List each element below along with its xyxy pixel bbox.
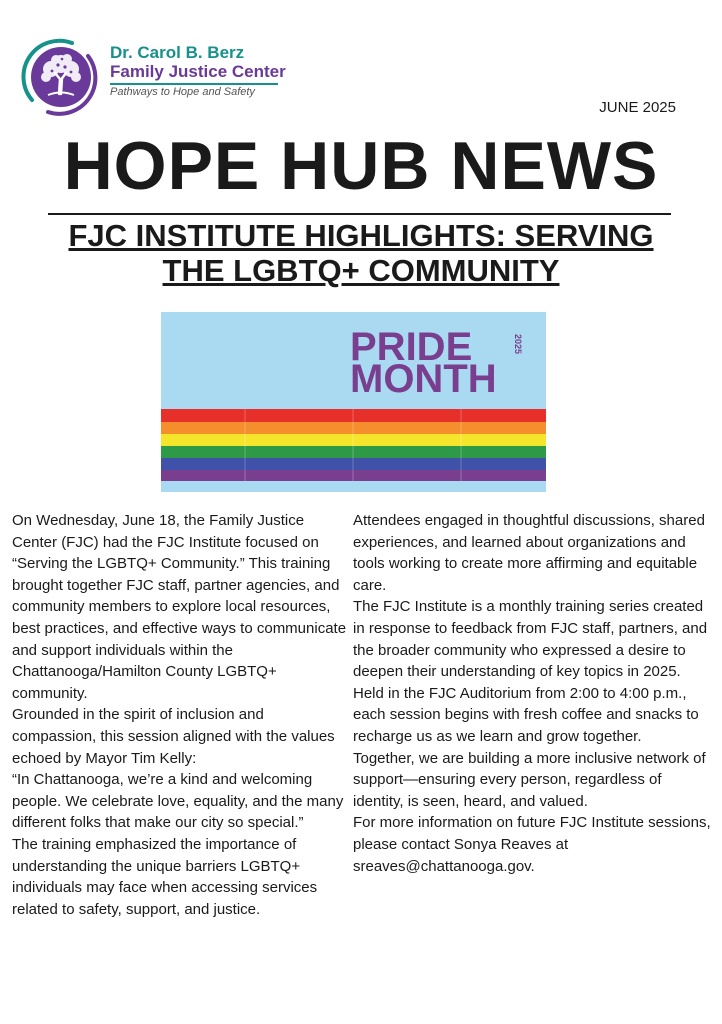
issue-date: JUNE 2025 [599,99,676,116]
banner-month-text: MONTH [350,357,497,401]
article-column-right [353,510,715,877]
paragraph: Together, we are building a more inclusive network of support—ensuring every person, regardless of identity, is seen, heard, and valued. [353,749,706,810]
banner-year-text: 2025 [513,334,523,355]
paragraph: On Wednesday, June 18, the Family Justice Center (FJC) had the FJC Institute focused on “Serving the LGBTQ+ Community.” This training brought together FJC staff, partner agencies, and community members to explore local resources, best practices, and effective ways to communicate and support individuals within the Chattanooga/Hamilton County LGBTQ+ community. [12,512,347,702]
org-name-line2: Family Justice Center [110,62,286,81]
headline-line1: FJC INSTITUTE HIGHLIGHTS: SERVING [68,218,654,253]
newsletter-title: HOPE HUB NEWS [63,128,659,204]
article-column-left [12,510,352,920]
paragraph: The FJC Institute is a monthly training series created in response to feedback from FJC staff, partners, and the broader community who expressed a desire to deepen their understanding of key topics in 2025. Held in the FJC Auditorium from 2:00 to 4:00 p.m., each session begins with fresh coffee and snacks to recharge us as we learn and grow together. [353,598,708,745]
fjc-logo-icon [18,34,104,120]
mayor-quote: “In Chattanooga, we’re a kind and welcoming people. We celebrate love, equality, and the many different folks that make our city so special.” [12,771,344,832]
org-name-line1: Dr. Carol B. Berz [110,43,245,62]
contact-paragraph: For more information on future FJC Institute sessions, please contact Sonya Reaves at sreaves@chattanooga.gov. [353,814,711,875]
pride-month-banner [161,312,546,492]
org-tagline: Pathways to Hope and Safety [110,86,255,98]
title-divider [48,213,671,215]
org-divider [110,83,278,85]
banner-pride-text: PRIDE [350,325,473,369]
paragraph: Grounded in the spirit of inclusion and compassion, this session aligned with the values echoed by Mayor Tim Kelly: [12,706,335,767]
article-headline [10,218,712,288]
headline-line2: THE LGBTQ+ COMMUNITY [162,253,560,288]
paragraph: Attendees engaged in thoughtful discussions, shared experiences, and learned about organizations and tools working to create more affirming and equitable care. [353,512,705,594]
paragraph: The training emphasized the importance of understanding the unique barriers LGBTQ+ individuals may face when accessing services related to safety, support, and justice. [12,835,318,918]
org-name-block [110,44,286,98]
